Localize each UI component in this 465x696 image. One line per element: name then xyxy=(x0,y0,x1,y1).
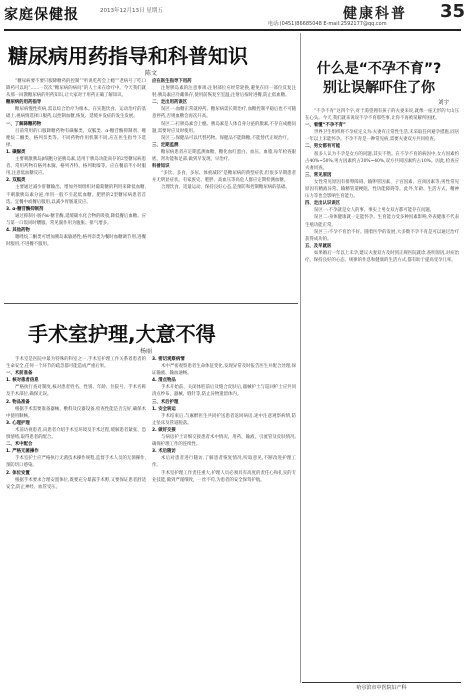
subheading: 2. 双胍类 xyxy=(6,178,26,184)
subheading: 一、了解降糖药物 xyxy=(6,121,42,127)
paragraph: 注射胰岛素的注意事项:注射部位应经常轮换,避免在同一部位反复注射;胰岛素应冷藏保存,使用前恢复至室温;注射后按时进餐,防止低血糖。 xyxy=(152,86,296,99)
paragraph: 噻唑烷二酮类可增加胰岛素敏感性;格列奈类为餐时血糖调节剂,进餐时服用,不进餐不服用。 xyxy=(6,235,146,248)
article3-title-line1: 什么是“不孕不育”? xyxy=(316,61,442,77)
subheading: 糖尿病的用药指导 xyxy=(6,100,42,106)
page-header xyxy=(0,0,465,30)
paragraph: 合理饮食、适量运动、保持良好心态,是预防和控制糖尿病的基础。 xyxy=(161,185,290,191)
masthead-title: 家庭保健报 xyxy=(4,7,79,23)
page-number: 35 xyxy=(440,1,465,22)
paragraph: 误区一:不孕就是女人的事。事实上男女双方都可能存在问题。 xyxy=(314,208,435,214)
paragraph: 与病房护士详细交接患者术中情况、用药、输液、引流管及皮肤情况,确保护理工作的连续性。 xyxy=(152,435,296,448)
article2-column-2 xyxy=(152,356,296,690)
subheading: 4. 其他药物 xyxy=(6,227,30,233)
paragraph: 世界卫生组织将不孕症定义为:夫妻有正常性生活,未采取任何避孕措施,同居一年以上未能怀孕。不孕不育是一种常见病,需要夫妻双方共同检查。 xyxy=(305,130,459,143)
paragraph: 糖尿病慢性疾病,需以综合治疗为根本。在实施饮食、运动治疗的基础上,视病情选择口服药,以控制血糖,恢复、延缓并发症的发生发展。 xyxy=(6,107,146,120)
paragraph: 术后对患者进行随访,了解患者恢复情况,听取意见,不断改进护理工作。 xyxy=(152,456,296,469)
article3-author: 刘宇 xyxy=(438,100,450,106)
article2-title: 手术室护理,大意不得 xyxy=(28,322,216,346)
paragraph: 误区三:保健品可以代替药物。保健品不能降糖,不能替代正规治疗。 xyxy=(161,135,292,141)
subheading: 2. 物品准备 xyxy=(6,399,30,405)
paragraph: 根据手术需要准备器械、敷料及仪器设备,检查性能是否完好,确保术中使用顺畅。 xyxy=(6,406,146,419)
paragraph: 术中严密观察患者生命体征变化,发现异常及时报告医生并配合处理,保证输液、输血通畅。 xyxy=(152,364,296,377)
paragraph: 误区二:身体健康就一定能怀孕。生育能力受多种因素影响,外表健康不代表生殖功能正常。 xyxy=(305,215,459,228)
subheading: 1. 安全转运 xyxy=(152,406,176,412)
subheading: 3. α-糖苷酶抑制剂 xyxy=(6,206,44,212)
article3-title-line2: 别让误解吓住了你 xyxy=(323,80,435,96)
issue-date: 2013年12月13日 星期五 xyxy=(100,8,163,14)
subheading: 1. 核对患者信息 xyxy=(6,378,39,384)
subheading: 1. 磺脲类 xyxy=(6,149,26,155)
subheading: 二、走出用药误区 xyxy=(152,100,188,106)
paragraph: 目前常用的口服降糖药物有磺脲类、双胍类、α-糖苷酶抑制剂、噻唑烷二酮类、格列奈类等。不同药物作用机制不同,应在医生指导下选择。 xyxy=(6,128,146,148)
subheading: 3. 密切观察病情 xyxy=(152,357,185,362)
subheading: 三、定期监测 xyxy=(152,142,179,148)
subheading: 4. 清点物品 xyxy=(152,378,176,384)
subheading: 应在医生指导下用药 xyxy=(152,79,192,84)
paragraph: 根据手术要求合理安置体位,既要充分暴露手术野,又要保证患者舒适安全,防止神经、血管受压。 xyxy=(6,477,146,490)
paragraph: 术前访视患者,向患者介绍手术室环境及手术过程,缓解患者紧张、恐惧情绪,取得患者的配合。 xyxy=(6,427,146,441)
paragraph: 如果婚后一年以上未孕,建议夫妻双方及时到正规医院就诊,查明原因,对症治疗。保持良好的心态、规律的作息和健康的生活方式,都有助于提高受孕几率。 xyxy=(305,250,459,263)
paragraph: 主要刺激胰岛β细胞分泌胰岛素,适用于胰岛功能尚存的2型糖尿病患者。常用药物有格列本脲、格列齐特、格列吡嗪等。应在餐前半小时服用,注意低血糖反应。 xyxy=(6,157,146,177)
paragraph: 手术结束后,与麻醉医生共同护送患者返回病房,途中注意观察病情,防止坠床及管道脱落。 xyxy=(152,413,296,426)
subheading: 五、及早就医 xyxy=(305,243,332,249)
paragraph: “糖尿病要不要只服降糖药的控制”“听说吃药会上瘾”“老病号了吃口降药可以吗”……一次次“糖尿病的病问”的人士来在诊疗中。今天我们就从那一回教糖尿病的用药知识,让大家对于用药正确了解知识。 xyxy=(6,79,146,99)
article1-title: 糖尿病用药指导和科普知识 xyxy=(8,44,248,68)
paragraph: “多饮、多食、多尿、体重减轻”是糖尿病的典型症状,但很多早期患者并无明显症状。有家族史、肥胖、高血压等高危人群应定期检测血糖。 xyxy=(152,171,296,184)
article1-column-2 xyxy=(152,78,296,300)
article1-author: 陈文 xyxy=(145,70,158,77)
subheading: 3. 术后随访 xyxy=(152,449,176,455)
paragraph: 通过抑制小肠内α-糖苷酶,延缓碳水化合物的吸收,降低餐后血糖。应与第一口饭同时嚼服。常见副作用为腹胀、排气增多。 xyxy=(6,213,146,226)
paragraph: 严格执行查对制度,核对患者姓名、性别、年龄、住院号、手术名称及手术部位,确保无误。 xyxy=(6,385,146,398)
subheading: 3. 心理护理 xyxy=(6,420,30,426)
paragraph: 误区一:血糖正常就停药。糖尿病需长期治疗,血糖控制平稳后也不可随意停药,否则血糖会再次升高。 xyxy=(152,107,296,120)
subheading: 三、常见原因 xyxy=(305,172,332,178)
paragraph: 手术室护士应严格执行无菌技术操作规程,监督手术人员的无菌操作,预防切口感染。 xyxy=(6,456,146,469)
paragraph: 很多人认为不孕是女方的问题,其实不然。在不孕不育的病因中,女方因素约占40%~50%,男方因素约占30%~40%,双方共同因素约占10%。因此,检查应夫妻同查。 xyxy=(305,151,459,171)
paragraph: 手术室护理工作责任重大,护理人员必须具有高度的责任心和扎实的专业技能,做到严谨细致、一丝不苟,为患者的安全保驾护航。 xyxy=(152,470,296,483)
subheading: 二、男女都有可能 xyxy=(305,144,341,150)
article2-author: 杨丽 xyxy=(140,348,153,355)
subheading: 一、看懂“不孕不育” xyxy=(305,123,346,129)
paragraph: 误区二:打胰岛素会上瘾。胰岛素是人体自身分泌的激素,不存在成瘾问题,需要时应及时使用。 xyxy=(152,121,296,134)
header-rule xyxy=(4,29,461,31)
article3-column xyxy=(305,108,459,680)
subheading: 一、术前准备 xyxy=(6,371,33,377)
paragraph: 手术室是医院中最为特殊的科室之一,手术室护理工作关系着患者的生命安全,任何一个环节的疏忽都可能造成严重后果。 xyxy=(6,357,146,370)
paragraph: 女性常见原因有排卵障碍、输卵管因素、子宫因素、宫颈因素等;男性常见原因有精液异常、输精管道梗阻、性功能障碍等。此外,年龄、生活方式、精神压力等也会影响生育能力。 xyxy=(305,179,459,200)
paragraph: 主要通过减少肝糖输出、增加外周组织对葡萄糖的利用来降低血糖,不刺激胰岛素分泌,单用一般不引起低血糖。肥胖的2型糖尿病患者首选。宜餐中或餐后服用,以减少胃肠道反应。 xyxy=(6,185,146,205)
subheading: 2. 做好交接 xyxy=(152,427,176,433)
column-divider xyxy=(300,33,301,683)
section-rule xyxy=(4,303,298,304)
subheading: 四、走出认识误区 xyxy=(305,201,341,207)
paragraph: 误区三:不孕不育治不好。随着医学的发展,大多数不孕不育是可以通过治疗获得成功的。 xyxy=(305,229,459,242)
section-title: 健康科普 xyxy=(343,6,407,22)
footer-credit: 哈尔滨市中医院妇产科 xyxy=(302,682,461,692)
paragraph: 糖尿病患者应定期监测血糖、糖化血红蛋白、血压、血脂,每年检查眼底、肾功能和足部,做到早发现、早治疗。 xyxy=(152,149,296,163)
subheading: 2. 体位安置 xyxy=(6,470,30,476)
subheading: 二、术中配合 xyxy=(6,442,33,448)
article1-column-1 xyxy=(6,78,146,300)
paragraph: 手术开始前、关闭体腔前后及缝合皮肤后,器械护士与巡回护士应共同清点纱布、器械、缝针等,防止异物遗留体内。 xyxy=(152,385,296,398)
subheading: 三、术后护理 xyxy=(152,399,179,405)
article2-column-1 xyxy=(6,356,146,690)
paragraph: “不孕不育”这四个字,对于渴望拥有孩子的夫妻来说,就像一座无形的大山压在心头。今天,我们就来说说不孕不育那些事,让你不再被误解所困扰。 xyxy=(305,109,459,122)
subheading: 科普知识 xyxy=(152,164,170,170)
subheading: 1. 严格无菌操作 xyxy=(6,449,39,455)
contact-line: 电话:(0451)86685048 E-mail:2592177@qq.com xyxy=(268,21,387,27)
